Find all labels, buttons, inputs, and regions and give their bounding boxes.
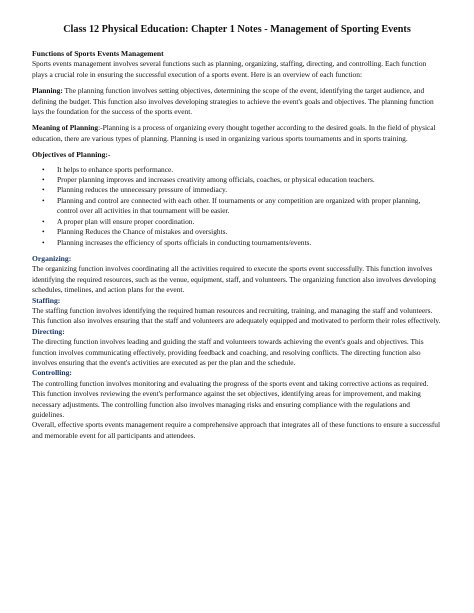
functions-heading: Functions of Sports Events Management: [32, 49, 164, 58]
meaning-text: :-Planning is a process of organizing every thought together according to the desired goals. In the field of physical education, there are various types of planning. Planning is used in organizing various sports tournaments and in sports training.: [32, 123, 436, 143]
list-item: • A proper plan will ensure proper coordination.: [32, 217, 442, 227]
list-item: • Planning Reduces the Chance of mistakes and oversights.: [32, 227, 442, 237]
organizing-heading: Organizing:: [32, 253, 72, 263]
objectives-heading: Objectives of Planning:-: [32, 150, 111, 160]
staffing-heading: Staffing:: [32, 295, 61, 305]
directing-text: The directing function involves leading and guiding the staff and volunteers towards achieving the event's goals and objectives. This function involves communicating effectively, providing feedback and coaching, and resolving conflicts. The directing function also involves ensuring that the event's activities are executed as per the plan and the schedule.: [32, 337, 424, 367]
objectives-list: [32, 165, 442, 248]
list-item: • Planning increases the efficiency of sports officials in conducting tournaments/events.: [32, 238, 442, 248]
controlling-text: The controlling function involves monitoring and evaluating the progress of the sports event and taking corrective actions as required. This function involves reviewing the event's performance against the set objectives, identifying areas for improvement, and making necessary adjustments. The controlling function also involves managing risks and ensuring compliance with the regulations and guidelines.: [32, 378, 429, 419]
controlling-heading: Controlling:: [32, 368, 72, 378]
page-title: Class 12 Physical Education: Chapter 1 Notes - Management of Sporting Events: [63, 24, 411, 35]
list-item: • Proper planning improves and increases creativity among officials, coaches, or physical education teachers.: [32, 175, 442, 185]
staffing-text: The staffing function involves identifying the required human resources and recruiting, training, and managing the staff and volunteers. This function also involves ensuring that the staff and volunteers are adequately equipped and motivated to perform their roles effectively.: [32, 305, 441, 326]
list-item: • It helps to enhance sports performance.: [32, 165, 442, 175]
directing-heading: Directing:: [32, 326, 65, 336]
functions-intro: Sports events management involves several functions such as planning, organizing, staffing, directing, and controlling. Each function plays a crucial role in ensuring the successful execution of a sports event. Here is an overview of each function:: [32, 59, 427, 79]
meaning-paragraph: [32, 123, 442, 144]
conclusion-text: Overall, effective sports events management require a comprehensive approach that integrates all of these functions to ensure a successful and memorable event for all participants and attendees.: [32, 420, 441, 440]
planning-text: The planning function involves setting objectives, determining the scope of the event, identifying the target audience, and defining the budget. This function also involves developing strategies to achieve the event's goals and objectives. The planning function lays the foundation for the success of the sports event.: [32, 86, 434, 117]
list-item: • Planning reduces the unnecessary pressure of immediacy.: [32, 185, 442, 195]
list-item: • Planning and control are connected with each other. If tournaments or any competition are organized with proper planning, control over all activities in that tournament will be easier.: [32, 196, 442, 217]
meaning-label: Meaning of Planning: [32, 123, 99, 133]
planning-label: Planning:: [32, 86, 63, 96]
organizing-text: The organizing function involves coordinating all the activities required to execute the sports event successfully. This function involves identifying the required resources, such as the venue, equipment, staff, and volunteers. The organizing function also involves developing schedules, timelines, and action plans for the event.: [32, 264, 436, 295]
planning-paragraph: [32, 86, 442, 117]
